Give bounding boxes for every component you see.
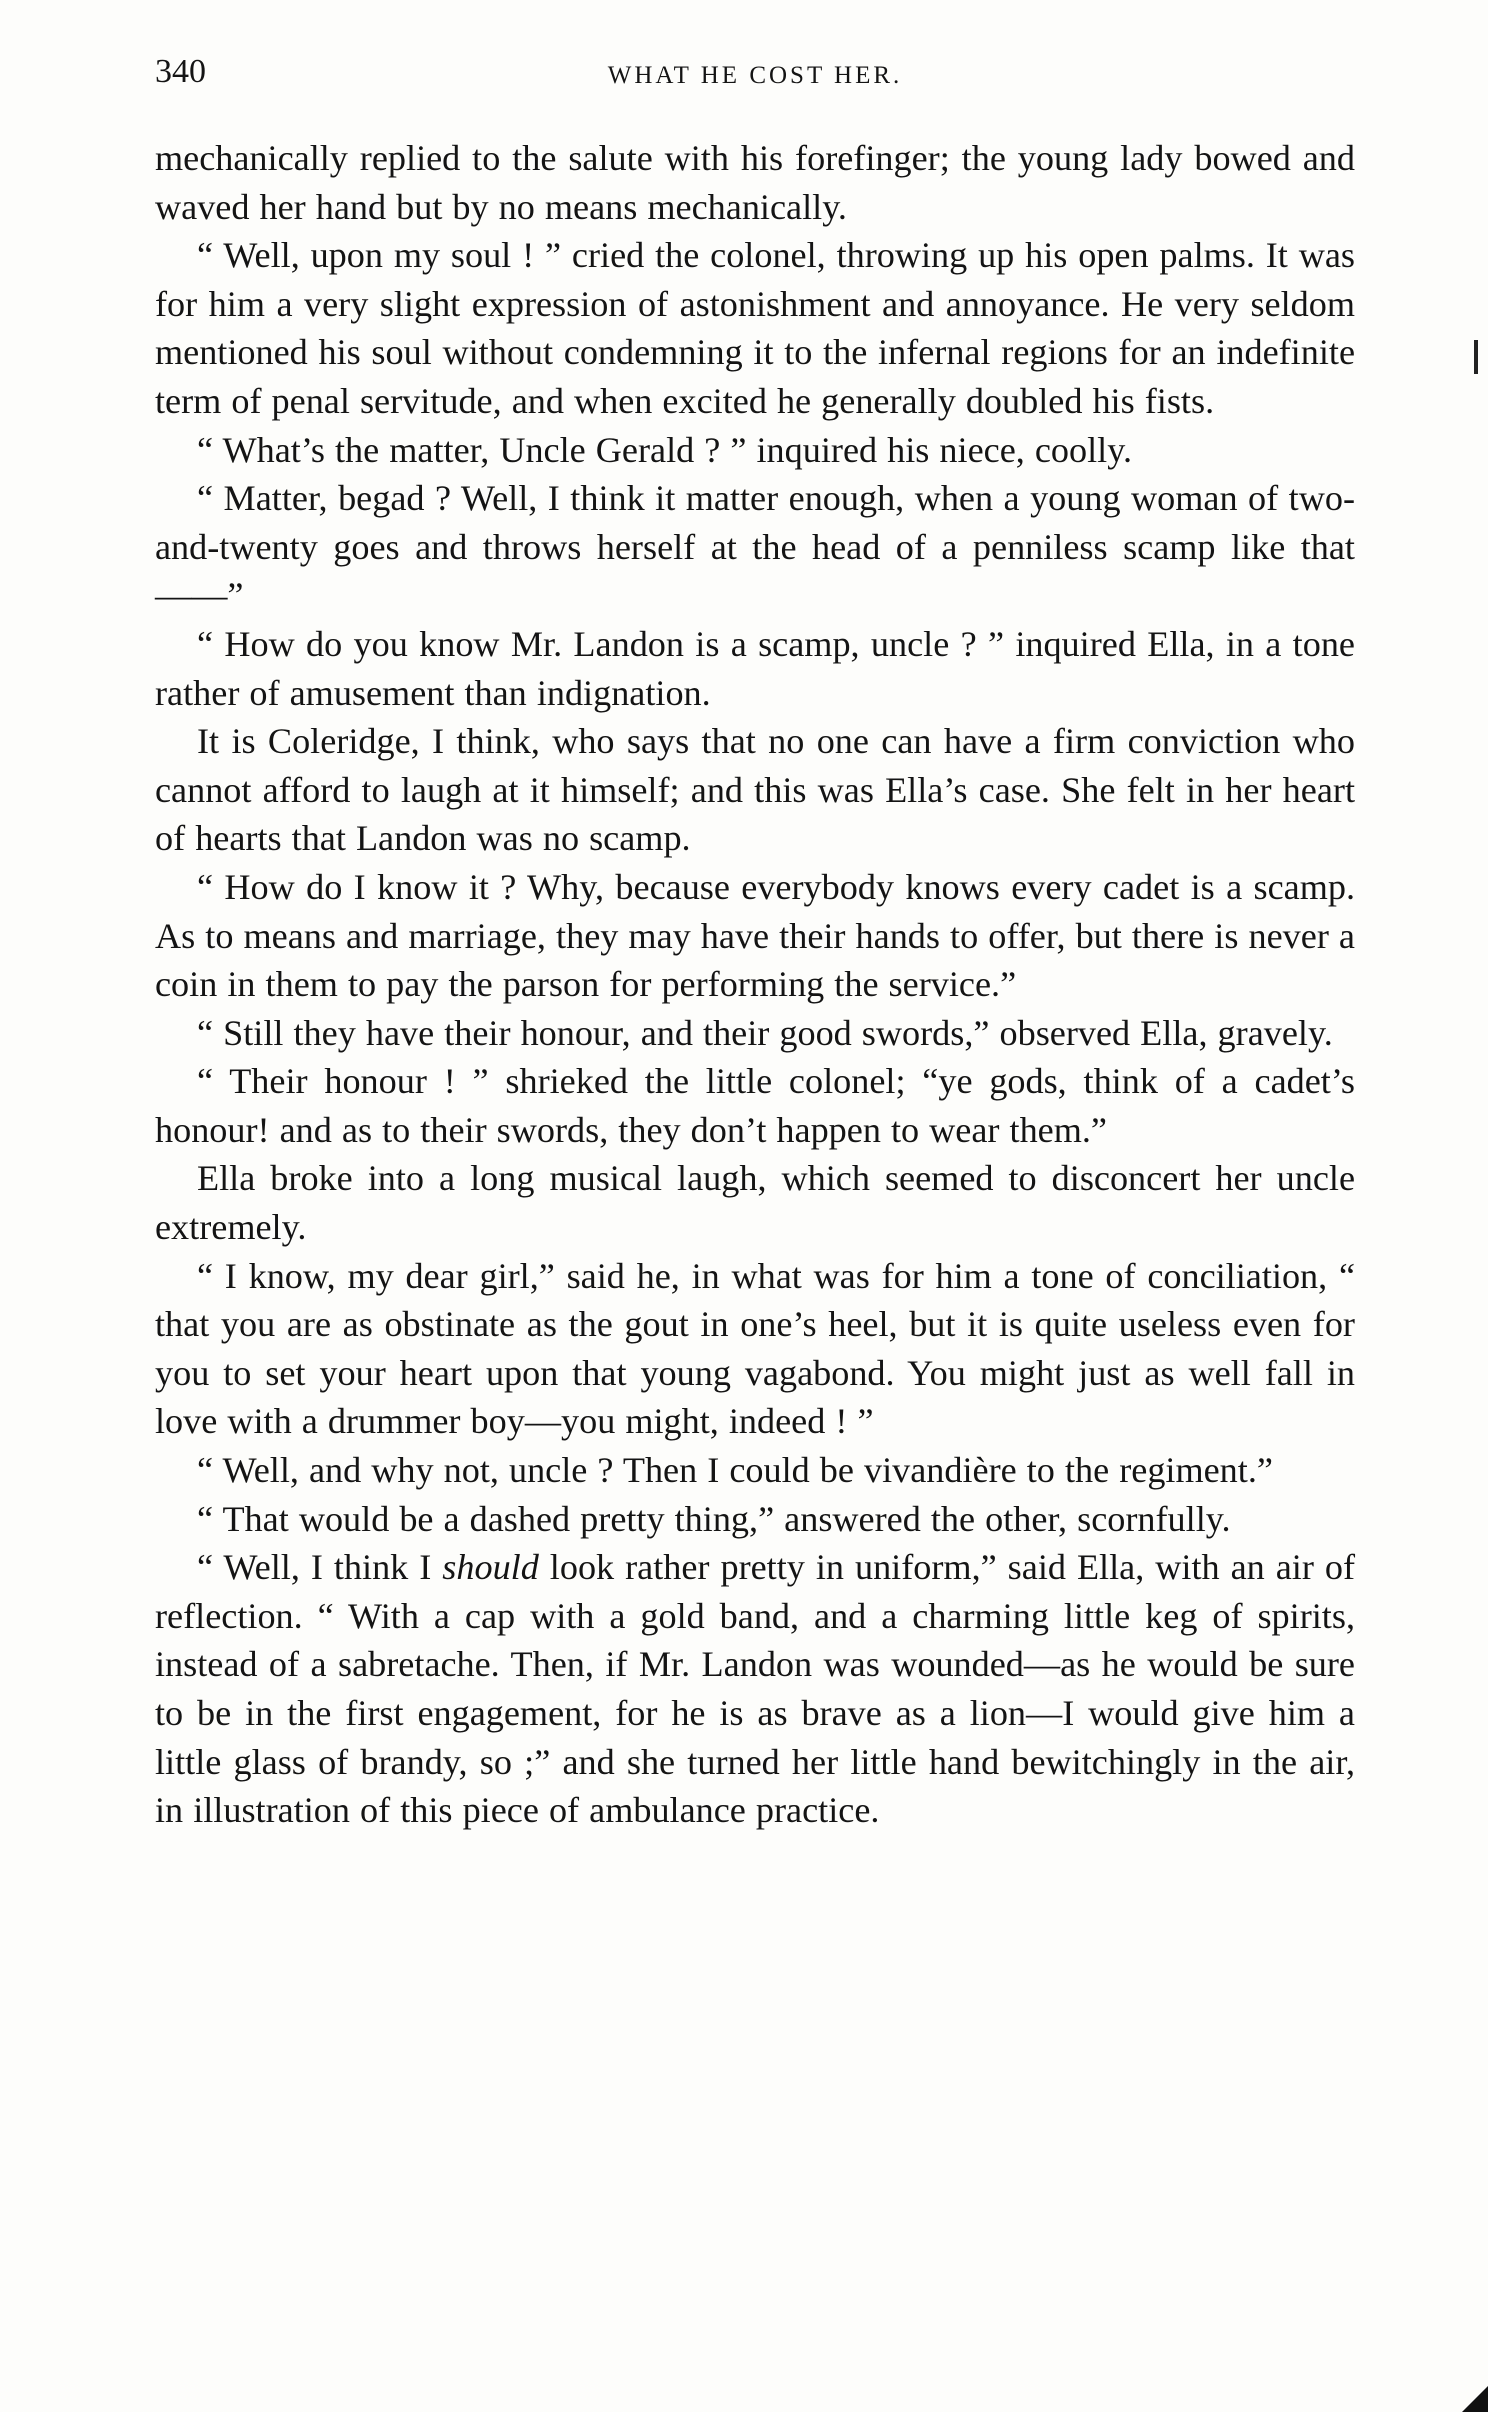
paragraph: “ Still they have their honour, and their good swords,” observed Ella, gravely.: [197, 1012, 1333, 1053]
paragraph: “ Matter, begad ? Well, I think it matter enough, when a young woman of two-and-twenty goes and throws herself at the head of a penniless scamp like that——”: [155, 478, 1355, 616]
paragraph: It is Coleridge, I think, who says that no one can have a firm conviction who cannot afford to laugh at it himself; and this was Ella’s case. She felt in her heart of hearts that Landon was no scamp.: [155, 721, 1355, 859]
paragraph: “ That would be a dashed pretty thing,” answered the other, scornfully.: [197, 1498, 1231, 1539]
paragraph: “ What’s the matter, Uncle Gerald ? ” inquired his niece, coolly.: [197, 429, 1132, 470]
running-title: WHAT HE COST HER.: [607, 62, 903, 89]
italic-word: should: [442, 1547, 539, 1588]
paragraph: “ I know, my dear girl,” said he, in what was for him a tone of conciliation, “ that you are as obstinate as the gout in one’s heel, but it is quite useless even for you to set your heart upon that young vagabond. You might just as well fall in love with a drummer boy—you might, indeed ! ”: [155, 1255, 1355, 1442]
paragraph: “ Their honour ! ” shrieked the little colonel; “ye gods, think of a cadet’s honour! and as to their swords, they don’t happen to wear them.”: [155, 1061, 1355, 1150]
page-number: 340: [155, 53, 206, 90]
paragraph: Ella broke into a long musical laugh, which seemed to disconcert her uncle extremely.: [155, 1158, 1355, 1248]
scan-corner-mark: [1462, 2386, 1488, 2412]
scan-edge-mark: [1474, 340, 1478, 374]
page-body: [155, 134, 1355, 1835]
page-header: [155, 52, 1355, 98]
paragraph: “ How do I know it ? Why, because everybody knows every cadet is a scamp. As to means and marriage, they may have their hands to offer, but there is never a coin in them to pay the parson for performing the service.”: [155, 866, 1355, 1005]
paragraph-last: [155, 1543, 1355, 1835]
paragraph: “ How do you know Mr. Landon is a scamp, uncle ? ” inquired Ella, in a tone rather of amusement than indignation.: [155, 623, 1355, 713]
paragraph: “ Well, upon my soul ! ” cried the colonel, throwing up his open palms. It was for him a very slight expression of astonishment and annoyance. He very seldom mentioned his soul without condemning it to the infernal regions for an indefinite term of penal servitude, and when excited he generally doubled his fists.: [155, 235, 1355, 421]
paragraph: “ Well, and why not, uncle ? Then I could be vivandière to the regiment.”: [197, 1450, 1273, 1491]
paragraph-text-end: look rather pretty in uniform,” said Ella, with an air of reflection. “ With a cap with a gold band, and a charming little keg of spirits, instead of a sabretache. Then, if Mr. Landon was wounded—as he would be sure to be in the first engagement, for he is as brave as a lion—I would give him a little glass of brandy, so ;” and she turned her little hand bewitchingly in the air, in illustration of this piece of ambulance practice.: [155, 1547, 1356, 1831]
paragraph-text-start: “ Well, I think I: [197, 1547, 443, 1588]
paragraph: mechanically replied to the salute with his forefinger; the young lady bowed and waved her hand but by no means mechanically.: [155, 138, 1355, 227]
